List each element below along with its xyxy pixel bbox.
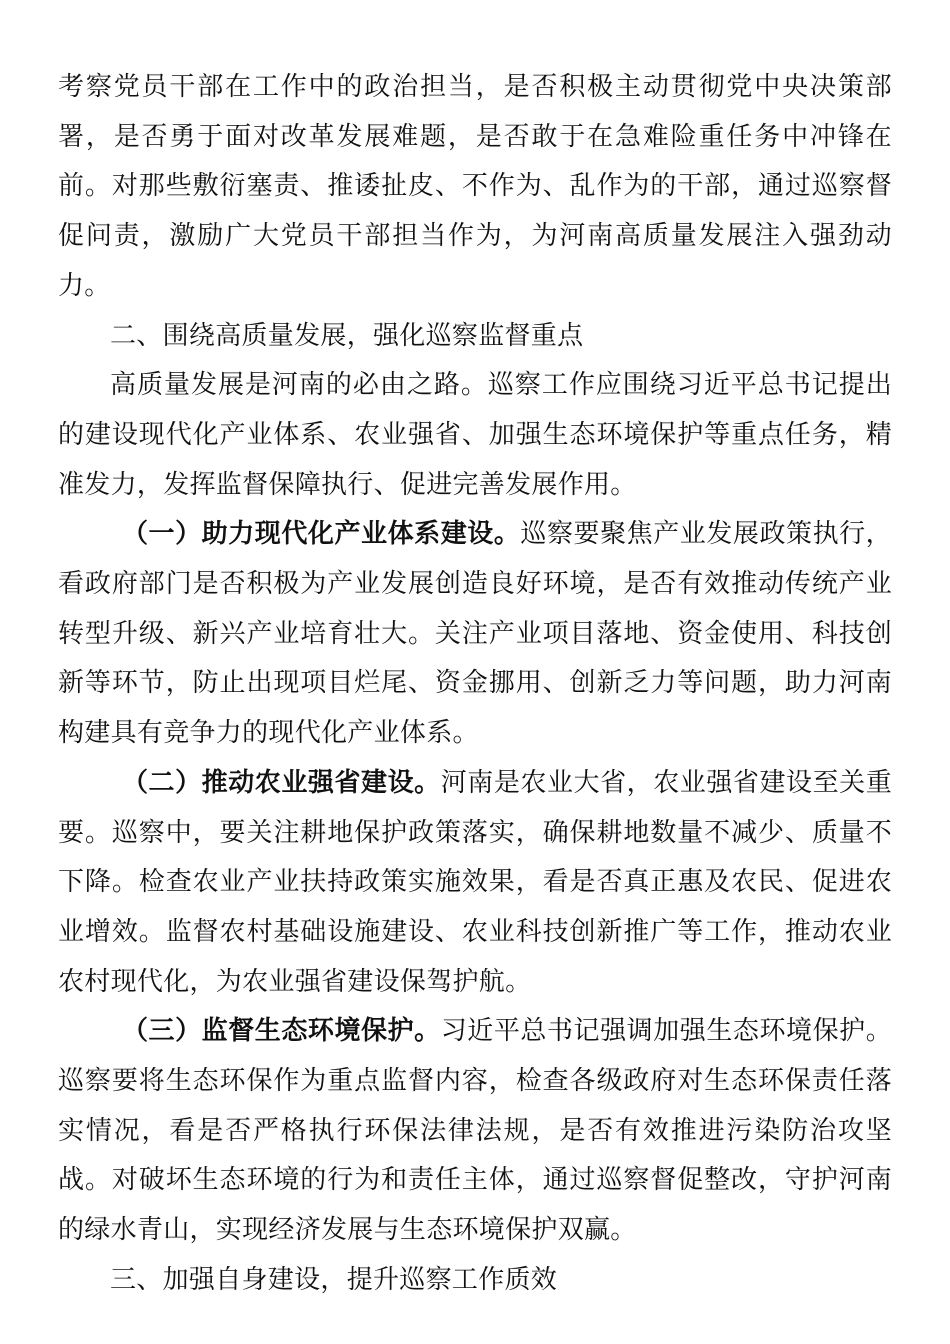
section-heading-2: 二、围绕高质量发展，强化巡察监督重点 [110,320,584,351]
item-lead-2: （二）推动农业强省建设。 [122,767,441,798]
item-body-1: 巡察要聚焦产业发展政策执行，看政府部门是否积极为产业发展创造良好环境，是否有效推动传统产业转型升级、新兴产业培育壮大。关注产业项目落地、资金使用、科技创新等环节，防止出现项目烂尾、资金挪用、创新乏力等问题，助力河南构建具有竞争力的现代化产业体系。 [58,519,892,749]
paragraph-continuation: 考察党员干部在工作中的政治担当，是否积极主动贯彻党中央决策部署，是否勇于面对改革发展难题，是否敢于在急难险重任务中冲锋在前。对那些敷衍塞责、推诿扯皮、不作为、乱作为的干部，通过巡察督促问责，激励广大党员干部担当作为，为河南高质量发展注入强劲动力。 [58,72,892,301]
item-body-2: 河南是农业大省，农业强省建设至关重要。巡察中，要关注耕地保护政策落实，确保耕地数量不减少、质量不下降。检查农业产业扶持政策实施效果，看是否真正惠及农民、促进农业增效。监督农村基础设施建设、农业科技创新推广等工作，推动农业农村现代化，为农业强省建设保驾护航。 [58,767,892,997]
item-paragraph-1 [58,510,892,759]
item-body-3: 习近平总书记强调加强生态环境保护。巡察要将生态环保作为重点监督内容，检查各级政府对生态环保责任落实情况，看是否严格执行环保法律法规，是否有效推进污染防治攻坚战。对破坏生态环境的行为和责任主体，通过巡察督促整改，守护河南的绿水青山，实现经济发展与生态环境保护双赢。 [58,1016,892,1246]
item-paragraph-2 [58,759,892,1008]
section-heading-3: 三、加强自身建设，提升巡察工作质效 [110,1264,558,1295]
item-paragraph-3 [58,1007,892,1256]
item-lead-3: （三）监督生态环境保护。 [122,1016,441,1047]
item-lead-1: （一）助力现代化产业体系建设。 [122,519,521,550]
paragraph-quality-development: 高质量发展是河南的必由之路。巡察工作应围绕习近平总书记提出的建设现代化产业体系、农业强省、加强生态环境保护等重点任务，精准发力，发挥监督保障执行、促进完善发展作用。 [58,370,892,500]
document-page [58,63,892,1306]
